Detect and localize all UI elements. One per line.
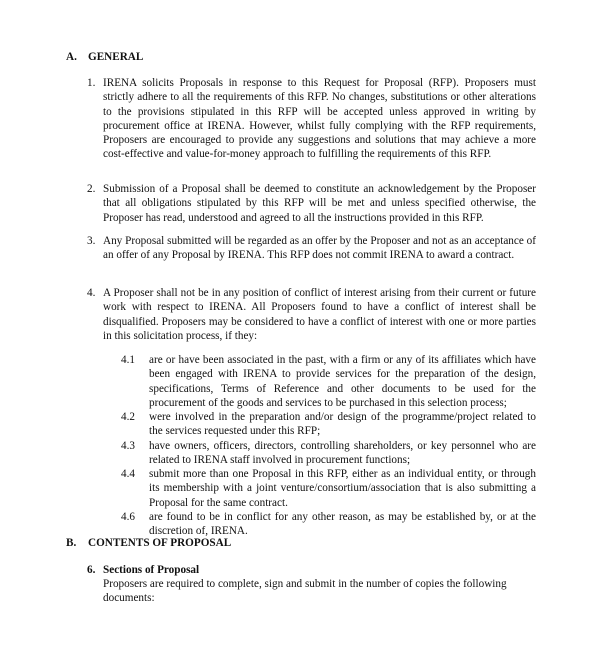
- subitem-4-4: submit more than one Proposal in this RFP, either as an individual entity, or through its membership with a joint venture/consortium/association that is also submitting a Proposal for the same contract.: [149, 468, 536, 509]
- section-letter: A.: [66, 51, 77, 63]
- section-title: CONTENTS OF PROPOSAL: [88, 537, 232, 549]
- section-title: GENERAL: [88, 51, 144, 63]
- paragraph-item-3: Any Proposal submitted will be regarded as an offer by the Proposer and not as an acceptance of an offer of any Proposal by IRENA. This RFP does not commit IRENA to award a contract.: [103, 235, 536, 262]
- paragraph-item-4: A Proposer shall not be in any position of conflict of interest arising from their current or future work with respect to IRENA. All Proposers found to have a conflict of interest shall be disqualified. Proposers may be considered to have a conflict of interest with one or more parties in this solicitation process, if they:: [103, 287, 536, 342]
- item-number: 2.: [87, 183, 96, 195]
- subitem-4-1: are or have been associated in the past, with a firm or any of its affiliates which have been engaged with IRENA to provide services for the preparation of the design, specifications, Terms of Reference and other documents to be used for the procurement of the goods and services to be purchased in this selection process;: [149, 354, 536, 409]
- section-a-heading: [66, 50, 143, 64]
- subitem-4-3: have owners, officers, directors, controlling shareholders, or key personnel who are related to IRENA staff involved in procurement functions;: [149, 440, 536, 467]
- item-number: 4.: [87, 287, 96, 299]
- paragraph-item-2: Submission of a Proposal shall be deemed to constitute an acknowledgement by the Proposer that all obligations stipulated by this RFP will be met and unless specified otherwise, the Proposer has read, understood and agreed to all the instructions provided in this RFP.: [103, 183, 536, 224]
- subitem-4-2: were involved in the preparation and/or design of the programme/project related to the services requested under this RFP;: [149, 411, 536, 438]
- item-number: 3.: [87, 235, 96, 247]
- subitem-4-6: are found to be in conflict for any other reason, as may be established by, or at the discretion of, IRENA.: [149, 511, 536, 538]
- subitem-number: 4.4: [121, 468, 135, 480]
- section-b-heading: [66, 536, 231, 550]
- item-number: 1.: [87, 77, 96, 89]
- subitem-number: 4.3: [121, 440, 135, 452]
- paragraph-item-6: Proposers are required to complete, sign and submit in the number of copies the following documents:: [103, 578, 507, 605]
- item-6-title: Sections of Proposal: [103, 564, 200, 576]
- paragraph-item-1: IRENA solicits Proposals in response to this Request for Proposal (RFP). Proposers must strictly adhere to all the requirements of this RFP. No changes, substitutions or other alterations to the provisions stipulated in this RFP will be accepted unless approved in writing by procurement office at IRENA. However, whilst fully complying with the RFP requirements, Proposers are encouraged to provide any suggestions and solutions that may achieve a more cost-effective and value-for-money approach to fulfilling the requirements of this RFP.: [103, 77, 536, 161]
- subitem-number: 4.6: [121, 511, 135, 523]
- item-number: 6.: [87, 564, 96, 576]
- subitem-number: 4.2: [121, 411, 135, 423]
- subitem-number: 4.1: [121, 354, 135, 366]
- section-letter: B.: [66, 537, 77, 549]
